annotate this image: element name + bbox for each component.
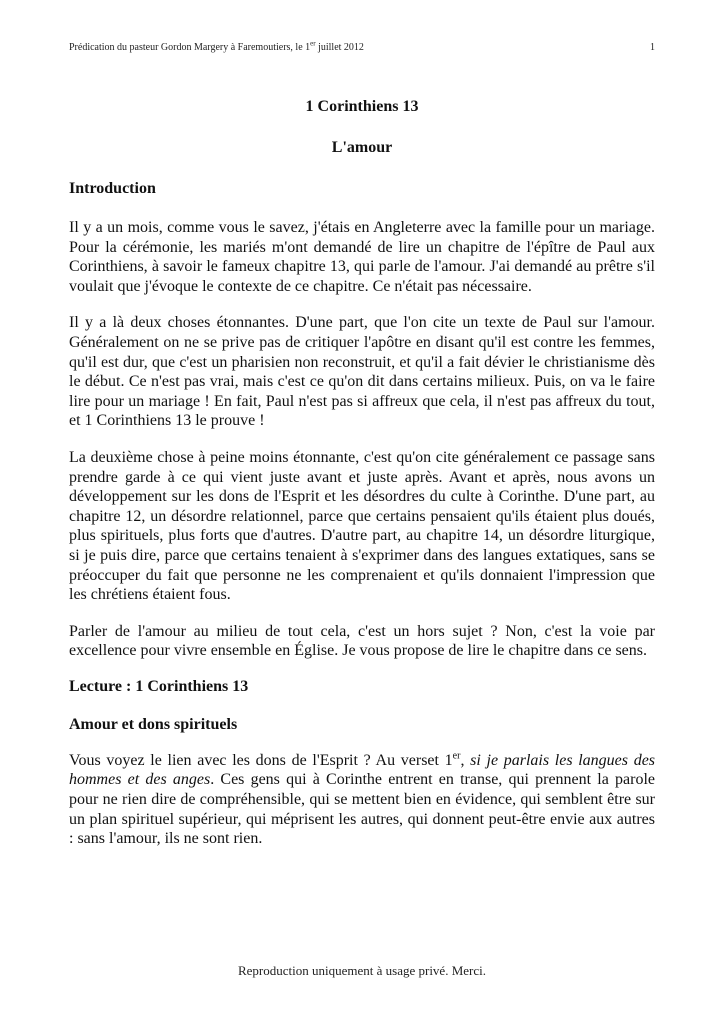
section-heading-love: Amour et dons spirituels bbox=[69, 715, 238, 733]
header-citation-text: Prédication du pasteur Gordon Margery à Faremoutiers, le 1 bbox=[69, 42, 311, 53]
header-citation bbox=[69, 41, 364, 55]
paragraph-love-1-end: . Ces gens qui à Corinthe entrent en transe, qui prennent la parole pour ne rien dire de compréhensible, qui se mettent bien en évidence, qui semblent être sur un plan spirituel supérieur, qui méprisent les autres, qui donnent peut-être envie aux autres : sans l'amour, ils ne sont rien. bbox=[69, 771, 655, 848]
document-body bbox=[69, 95, 655, 849]
paragraph-love-1-start: Vous voyez le lien avec les dons de l'Esprit ? Au verset 1 bbox=[69, 751, 453, 769]
header-citation-ordinal: er bbox=[310, 39, 316, 48]
header-citation-date: juillet 2012 bbox=[315, 42, 364, 53]
paragraph-love-1-sep: , bbox=[460, 751, 471, 769]
section-heading-reading: Lecture : 1 Corinthiens 13 bbox=[69, 677, 249, 695]
section-heading-introduction: Introduction bbox=[69, 180, 156, 197]
paragraph-intro-4: Parler de l'amour au milieu de tout cela, c'est un hors sujet ? Non, c'est la voie par excellence pour vivre ensemble en Église. Je vous propose de lire le chapitre dans ce sens. bbox=[69, 622, 655, 660]
page-footer: Reproduction uniquement à usage privé. Merci. bbox=[237, 963, 486, 978]
verse-ordinal: er bbox=[452, 750, 461, 762]
page-number: 1 bbox=[650, 42, 655, 53]
paragraph-intro-3: La deuxième chose à peine moins étonnante, c'est qu'on cite généralement ce passage sans prendre garde à ce qui vient juste avant et juste après. Avant et après, nous avons un développement sur les dons de l'Esprit et les désordres du culte à Corinthe. D'une part, au chapitre 12, un désordre relationnel, parce que certains pensaient qu'ils étaient plus doués, plus spirituels, plus forts que d'autres. D'autre part, au chapitre 14, un désordre liturgique, si je puis dire, parce que certains tenaient à s'exprimer dans des langues extatiques, sans se préoccuper du fait que personne ne les comprenaient et qu'ils donnaient l'impression que les chrétiens étaient fous. bbox=[69, 448, 655, 604]
document-subtitle: L'amour bbox=[331, 139, 393, 156]
paragraph-intro-1: Il y a un mois, comme vous le savez, j'étais en Angleterre avec la famille pour un mariage. Pour la cérémonie, les mariés m'ont demandé de lire un chapitre de l'épître de Paul aux Corinthiens, à savoir le fameux chapitre 13, qui parle de l'amour. J'ai demandé au prêtre s'il voulait que j'évoque le contexte de ce chapitre. Ce n'était pas nécessaire. bbox=[69, 219, 655, 295]
paragraph-love-1 bbox=[69, 751, 655, 849]
document-title: 1 Corinthiens 13 bbox=[305, 98, 419, 115]
verse-quote: si je parlais les langues des hommes et des anges bbox=[69, 751, 656, 789]
paragraph-intro-2: Il y a là deux choses étonnantes. D'une part, que l'on cite un texte de Paul sur l'amour. Généralement on ne se prive pas de critiquer l'apôtre en disant qu'il est contre les femmes, qu'il est dur, que c'est un pharisien non reconstruit, et qu'il a fait dévier le christianisme dès le début. Ce n'est pas vrai, mais c'est ce qu'on dit dans certains milieux. Puis, on va le faire lire pour un mariage ! En fait, Paul n'est pas si affreux que cela, il n'est pas affreux du tout, et 1 Corinthiens 13 le prouve ! bbox=[69, 314, 655, 430]
